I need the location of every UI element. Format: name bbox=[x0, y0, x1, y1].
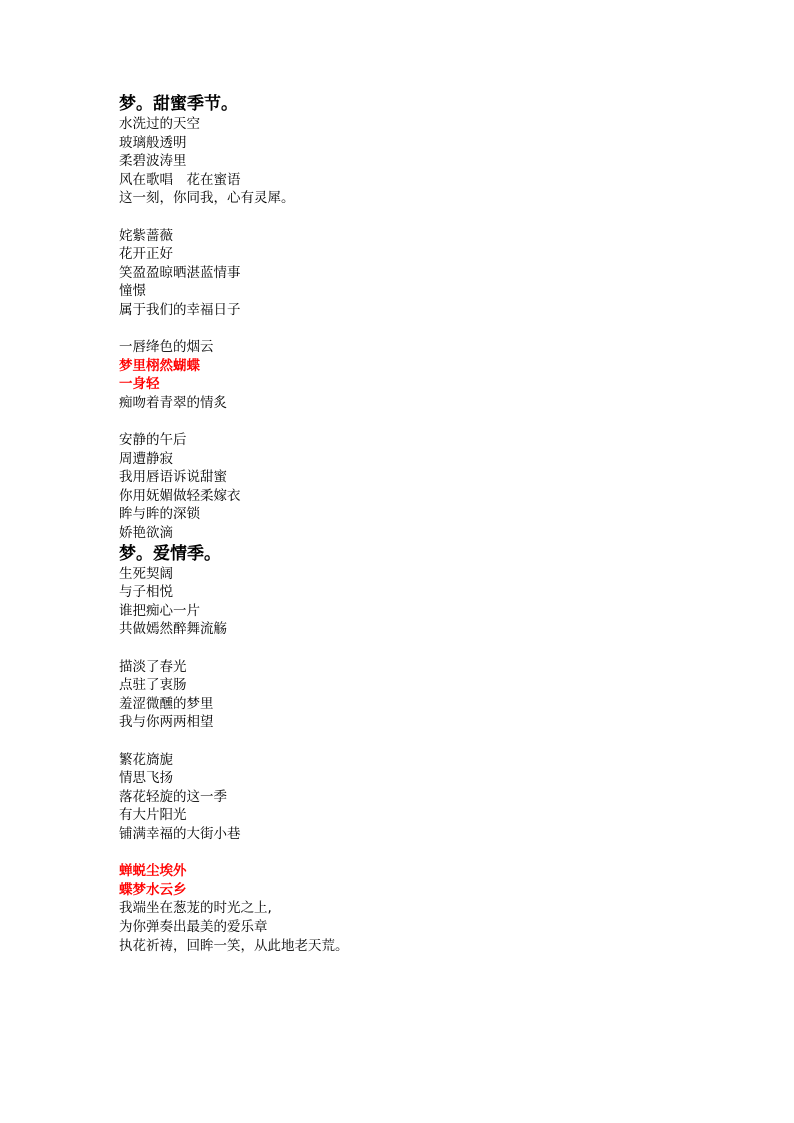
poem-line: 花开正好 bbox=[119, 246, 173, 263]
poem-line: 谁把痴心一片 bbox=[119, 602, 200, 619]
stanza-break bbox=[119, 732, 679, 751]
poem-line: 我与你两两相望 bbox=[119, 714, 214, 731]
poem-line: 与子相悦 bbox=[119, 584, 173, 601]
poem-line: 眸与眸的深锁 bbox=[119, 506, 200, 523]
poem-line: 有大片阳光 bbox=[119, 807, 187, 824]
stanza-break bbox=[119, 844, 679, 863]
poem-line: 一唇绛色的烟云 bbox=[119, 339, 214, 356]
poem-line: 憧憬 bbox=[119, 283, 146, 300]
stanza-3 bbox=[119, 338, 679, 412]
poem-line: 为你弹奏出最美的爱乐章 bbox=[119, 918, 268, 935]
stanza-break bbox=[119, 320, 679, 339]
poem-line: 周遭静寂 bbox=[119, 450, 173, 467]
stanza-4 bbox=[119, 431, 679, 543]
stanza-2 bbox=[119, 227, 679, 320]
poem-line: 风在歌唱 花在蜜语 bbox=[119, 171, 241, 188]
poem-line: 笑盈盈晾晒湛蓝情事 bbox=[119, 264, 241, 281]
highlighted-poem-line: 蝶梦水云乡 bbox=[119, 881, 187, 898]
poem-line: 羞涩微醺的梦里 bbox=[119, 695, 214, 712]
poem-line: 落花轻旋的这一季 bbox=[119, 788, 227, 805]
section-heading-love-season: 梦。爱情季。 bbox=[119, 543, 221, 564]
stanza-5 bbox=[119, 565, 679, 639]
highlighted-poem-line: 蝉蜕尘埃外 bbox=[119, 863, 187, 880]
highlighted-poem-line: 一身轻 bbox=[119, 376, 160, 393]
poem-line: 这一刻，你同我，心有灵犀。 bbox=[119, 190, 295, 207]
poem-line: 柔碧波涛里 bbox=[119, 153, 187, 170]
poem-line: 繁花旖旎 bbox=[119, 751, 173, 768]
poem-line: 姹紫蔷薇 bbox=[119, 227, 173, 244]
stanza-7 bbox=[119, 751, 679, 844]
poem-line: 执花祈祷，回眸一笑，从此地老天荒。 bbox=[119, 937, 349, 954]
poem-line: 娇艳欲滴 bbox=[119, 525, 173, 542]
poem-line: 共做嫣然醉舞流觞 bbox=[119, 621, 227, 638]
highlighted-poem-line: 梦里栩然蝴蝶 bbox=[119, 357, 200, 374]
poem-line: 属于我们的幸福日子 bbox=[119, 301, 241, 318]
stanza-break bbox=[119, 639, 679, 658]
poem-page bbox=[119, 93, 679, 955]
poem-line: 我端坐在葱茏的时光之上, bbox=[119, 900, 272, 917]
poem-line: 情思飞扬 bbox=[119, 770, 173, 787]
poem-line: 铺满幸福的大街小巷 bbox=[119, 825, 241, 842]
stanza-break bbox=[119, 413, 679, 432]
poem-line: 水洗过的天空 bbox=[119, 116, 200, 132]
poem-line: 安静的午后 bbox=[119, 432, 187, 449]
poem-line: 你用妩媚做轻柔嫁衣 bbox=[119, 487, 241, 504]
poem-line: 描淡了春光 bbox=[119, 658, 187, 675]
poem-line: 痴吻着青翠的情炙 bbox=[119, 394, 227, 411]
stanza-8 bbox=[119, 862, 679, 955]
stanza-1 bbox=[119, 115, 679, 208]
stanza-break bbox=[119, 208, 679, 227]
poem-line: 生死契阔 bbox=[119, 565, 173, 582]
stanza-6 bbox=[119, 658, 679, 732]
section-heading-sweet-season: 梦。甜蜜季节。 bbox=[119, 94, 238, 114]
poem-line: 点驻了衷肠 bbox=[119, 677, 187, 694]
poem-line: 我用唇语诉说甜蜜 bbox=[119, 469, 227, 486]
poem-line: 玻璃般透明 bbox=[119, 134, 187, 151]
